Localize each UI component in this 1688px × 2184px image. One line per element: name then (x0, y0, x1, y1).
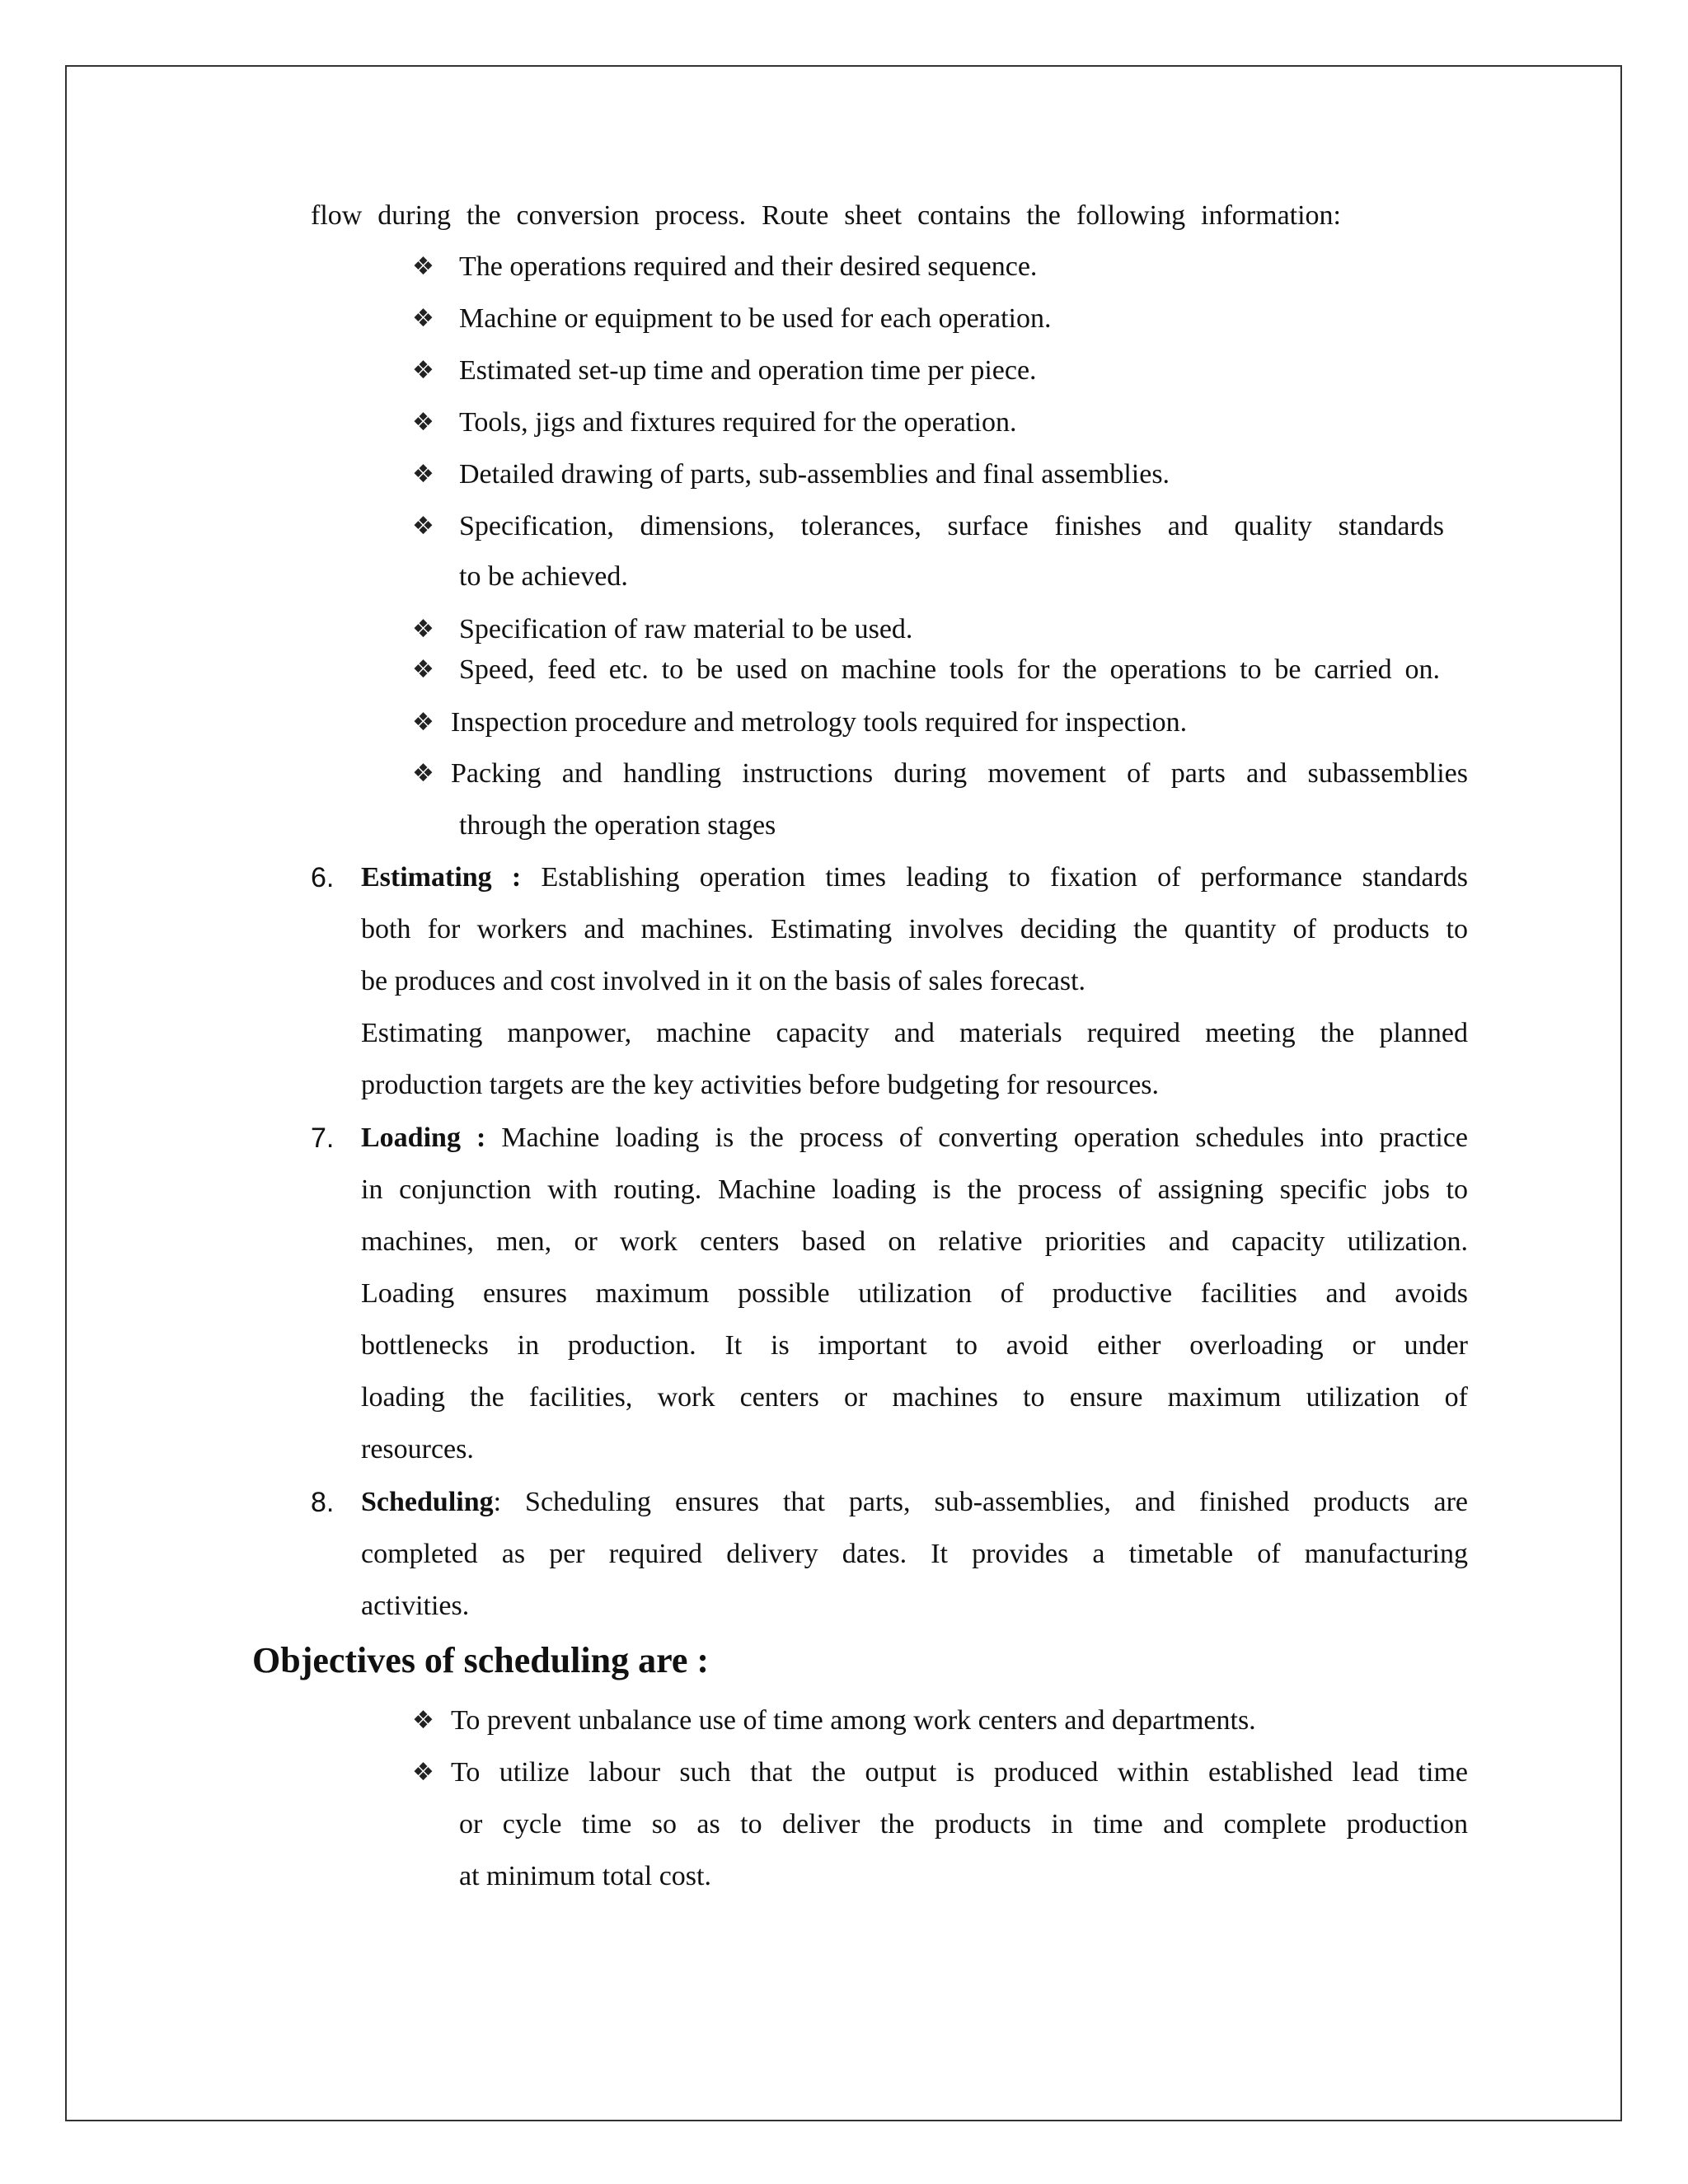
scheduling-line-2: completed as per required delivery dates. It provides a timetable of manufacturing (361, 1539, 1468, 1569)
route-item-8: Speed, feed etc. to be used on machine tools for the operations to be carried on. (459, 654, 1440, 685)
route-item-3: Estimated set-up time and operation time per piece. (459, 355, 1037, 386)
bullet-icon: ❖ (412, 356, 434, 385)
scheduling-line-1 (361, 1486, 1468, 1519)
bullet-icon: ❖ (412, 408, 434, 437)
objective-2-line-1: To utilize labour such that the output is produced within established lead time (451, 1757, 1468, 1788)
item-number: 6. (311, 862, 335, 893)
route-item-10-line-1: Packing and handling instructions during movement of parts and subassemblies (451, 758, 1468, 789)
objectives-heading: Objectives of scheduling are : (252, 1640, 710, 1680)
bullet-icon: ❖ (412, 512, 434, 541)
loading-term: Loading : (361, 1122, 486, 1153)
loading-line-4: Loading ensures maximum possible utilization of productive facilities and avoids (361, 1278, 1468, 1309)
estimating-line-2: both for workers and machines. Estimating involves deciding the quantity of products to (361, 914, 1468, 944)
scheduling-text: : Scheduling ensures that parts, sub-assemblies, and finished products are (493, 1487, 1468, 1517)
scheduling-term: Scheduling (361, 1487, 494, 1517)
estimating-line-5: production targets are the key activities before budgeting for resources. (361, 1070, 1160, 1100)
bullet-icon: ❖ (412, 708, 434, 737)
bullet-icon: ❖ (412, 655, 434, 684)
item-number: 8. (311, 1487, 335, 1518)
estimating-line-1 (361, 861, 1468, 894)
route-item-2: Machine or equipment to be used for each operation. (459, 303, 1052, 334)
objective-2-line-3: at minimum total cost. (459, 1861, 711, 1891)
route-item-6-line-2: to be achieved. (459, 561, 628, 592)
loading-line-7: resources. (361, 1434, 474, 1465)
route-item-4: Tools, jigs and fixtures required for the operation. (459, 407, 1017, 438)
bullet-icon: ❖ (412, 252, 434, 281)
route-item-1: The operations required and their desired sequence. (459, 251, 1038, 282)
loading-line-3: machines, men, or work centers based on relative priorities and capacity utilization. (361, 1226, 1468, 1257)
objective-1: To prevent unbalance use of time among work centers and departments. (451, 1705, 1256, 1736)
estimating-text: Establishing operation times leading to fixation of performance standards (541, 862, 1469, 893)
route-item-9: Inspection procedure and metrology tools required for inspection. (451, 707, 1188, 738)
loading-text: Machine loading is the process of converting operation schedules into practice (501, 1122, 1469, 1153)
bullet-icon: ❖ (412, 1706, 434, 1735)
loading-line-2: in conjunction with routing. Machine loading is the process of assigning specific jobs to (361, 1174, 1468, 1205)
estimating-term: Estimating : (361, 862, 522, 893)
estimating-line-4: Estimating manpower, machine capacity and materials required meeting the planned (361, 1018, 1468, 1048)
loading-line-1 (361, 1122, 1468, 1155)
item-number: 7. (311, 1122, 335, 1154)
route-item-7: Specification of raw material to be used. (459, 614, 913, 644)
loading-line-6: loading the facilities, work centers or machines to ensure maximum utilization of (361, 1382, 1468, 1413)
bullet-icon: ❖ (412, 1758, 434, 1787)
estimating-line-3: be produces and cost involved in it on the basis of sales forecast. (361, 966, 1086, 996)
bullet-icon: ❖ (412, 759, 434, 788)
objective-2-line-2: or cycle time so as to deliver the products in time and complete production (459, 1809, 1468, 1840)
bullet-icon: ❖ (412, 460, 434, 489)
intro-line: flow during the conversion process. Route sheet contains the following information: (311, 200, 1341, 231)
scheduling-line-3: activities. (361, 1591, 470, 1621)
route-item-10-line-2: through the operation stages (459, 810, 776, 841)
bullet-icon: ❖ (412, 304, 434, 333)
loading-line-5: bottlenecks in production. It is important to avoid either overloading or under (361, 1330, 1468, 1361)
route-item-5: Detailed drawing of parts, sub-assemblies and final assemblies. (459, 459, 1170, 490)
route-item-6-line-1: Specification, dimensions, tolerances, surface finishes and quality standards (459, 511, 1444, 541)
bullet-icon: ❖ (412, 615, 434, 644)
